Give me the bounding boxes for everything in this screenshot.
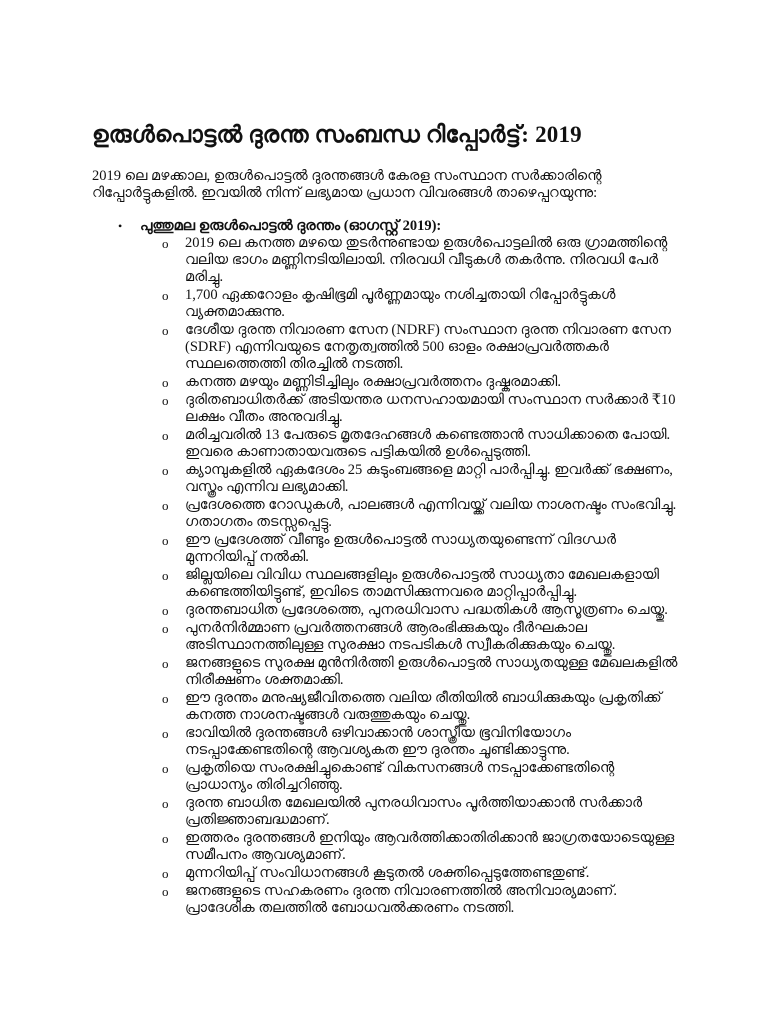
list-item bbox=[162, 235, 682, 286]
sub-bullet-icon: o bbox=[162, 463, 169, 478]
sub-bullet-icon: o bbox=[162, 236, 169, 251]
list-item-text: ഭാവിയിൽ ദുരന്തങ്ങൾ ഒഴിവാക്കാൻ ശാസ്ത്രീയ ഭൂവിനിയോഗം നടപ്പാക്കേണ്ടതിന്റെ ആവശ്യകത ഈ ദുരന്തം ചൂണ്ടിക്കാട്ടുന്നു. bbox=[185, 725, 572, 758]
list-item-text: ജനങ്ങളുടെ സഹകരണം ദുരന്ത നിവാരണത്തിൽ അനിവാര്യമാണ്. പ്രാദേശിക തലത്തിൽ ബോധവൽക്കരണം നടത്തി. bbox=[185, 883, 617, 916]
sub-bullet-icon: o bbox=[162, 691, 169, 706]
list-item bbox=[162, 883, 682, 917]
sub-bullet-icon: o bbox=[162, 621, 169, 636]
list-item-text: മുന്നറിയിപ്പ് സംവിധാനങ്ങൾ കൂടുതൽ ശക്തിപ്പെടുത്തേണ്ടതുണ്ട്. bbox=[185, 865, 590, 881]
list-item bbox=[162, 567, 682, 601]
list-item bbox=[162, 602, 682, 619]
document-title: ഉരുൾപൊട്ടൽ ദുരന്ത സംബന്ധ റിപ്പോർട്ട്: 2019 bbox=[92, 122, 582, 147]
list-item bbox=[162, 427, 682, 461]
list-item-text: ജില്ലയിലെ വിവിധ സ്ഥലങ്ങളിലും ഉരുൾപൊട്ടൽ സാധ്യതാ മേഖലകളായി കണ്ടെത്തിയിട്ടുണ്ട്, ഇവിടെ താമസിക്കുന്നവരെ മാറ്റിപ്പാർപ്പിച്ചു. bbox=[185, 567, 659, 600]
list-item-text: പ്രകൃതിയെ സംരക്ഷിച്ചുകൊണ്ട് വികസനങ്ങൾ നടപ്പാക്കേണ്ടതിന്റെ പ്രാധാന്യം തിരിച്ചറിഞ്ഞു. bbox=[185, 760, 615, 793]
list-item bbox=[162, 532, 682, 566]
list-item bbox=[162, 620, 682, 654]
section-title: പുത്തുമല ഉരുൾപൊട്ടൽ ദുരന്തം (ഓഗസ്റ്റ് 2019): bbox=[140, 218, 442, 234]
list-item bbox=[162, 725, 682, 759]
sub-bullet-icon: o bbox=[162, 866, 169, 881]
list-item-text: 1,700 ഏക്കറോളം കൃഷിഭൂമി പൂർണ്ണമായും നശിച്ചതായി റിപ്പോർട്ടുകൾ വ്യക്തമാക്കുന്നു. bbox=[185, 287, 616, 320]
sub-bullet-icon: o bbox=[162, 796, 169, 811]
sub-bullet-icon: o bbox=[162, 393, 169, 408]
list-item-text: പുനർനിർമ്മാണ പ്രവർത്തനങ്ങൾ ആരംഭിക്കുകയും ദീർഘകാല അടിസ്ഥാനത്തിലുള്ള സുരക്ഷാ നടപടികൾ സ്വീകരിക്കുകയും ചെയ്തു. bbox=[185, 620, 616, 653]
sub-bullet-icon: o bbox=[162, 533, 169, 548]
sub-bullet-icon: o bbox=[162, 288, 169, 303]
list-item-text: ദുരന്ത ബാധിത മേഖലയിൽ പുനരധിവാസം പൂർത്തിയാക്കാൻ സർക്കാർ പ്രതിജ്ഞാബദ്ധമാണ്. bbox=[185, 795, 643, 828]
list-item bbox=[162, 760, 682, 794]
sub-bullet-icon: o bbox=[162, 656, 169, 671]
list-item-text: ജനങ്ങളുടെ സുരക്ഷ മുൻനിർത്തി ഉരുൾപൊട്ടൽ സാധ്യതയുള്ള മേഖലകളിൽ നിരീക്ഷണം ശക്തമാക്കി. bbox=[185, 655, 678, 688]
sub-list bbox=[140, 235, 682, 917]
list-item-text: മരിച്ചവരിൽ 13 പേരുടെ മൃതദേഹങ്ങൾ കണ്ടെത്താൻ സാധിക്കാതെ പോയി. ഇവരെ കാണാതായവരുടെ പട്ടികയിൽ ഉൾപ്പെടുത്തി. bbox=[185, 427, 671, 460]
section-list bbox=[92, 218, 682, 917]
list-item-text: കനത്ത മഴയും മണ്ണിടിച്ചിലും രക്ഷാപ്രവർത്തനം ദുഷ്കരമാക്കി. bbox=[185, 374, 561, 390]
sub-bullet-icon: o bbox=[162, 884, 169, 899]
list-item-text: ക്യാമ്പുകളിൽ ഏകദേശം 25 കുടുംബങ്ങളെ മാറ്റി പാർപ്പിച്ചു. ഇവർക്ക് ഭക്ഷണം, വസ്ത്രം എന്നിവ ലഭ്യമാക്കി. bbox=[185, 462, 673, 495]
list-item-text: ദേശീയ ദുരന്ത നിവാരണ സേന (NDRF) സംസ്ഥാന ദുരന്ത നിവാരണ സേന (SDRF) എന്നിവയുടെ നേതൃത്വത്തിൽ 500 ഓളം രക്ഷാപ്രവർത്തകർ സ്ഥലത്തെത്തി തിരച്ചിൽ നടത്തി. bbox=[185, 322, 671, 372]
list-item bbox=[162, 830, 682, 864]
list-item-text: ഇത്തരം ദുരന്തങ്ങൾ ഇനിയും ആവർത്തിക്കാതിരിക്കാൻ ജാഗ്രതയോടെയുള്ള സമീപനം ആവശ്യമാണ്. bbox=[185, 830, 675, 863]
intro-paragraph: 2019 ലെ മഴക്കാല, ഉരുൾപൊട്ടൽ ദുരന്തങ്ങൾ കേരള സംസ്ഥാന സർക്കാരിന്റെ റിപ്പോർട്ടുകളിൽ. ഇവയിൽ നിന്ന് ലഭ്യമായ പ്രധാന വിവരങ്ങൾ താഴെപ്പറയുന്നു: bbox=[92, 168, 602, 201]
list-item bbox=[162, 374, 682, 391]
list-item bbox=[162, 322, 682, 373]
list-item bbox=[162, 655, 682, 689]
document-page bbox=[92, 120, 682, 918]
sub-bullet-icon: o bbox=[162, 603, 169, 618]
list-item bbox=[162, 795, 682, 829]
list-item-text: 2019 ലെ കനത്ത മഴയെ തുടർന്നുണ്ടായ ഉരുൾപൊട്ടലിൽ ഒരു ഗ്രാമത്തിന്റെ വലിയ ഭാഗം മണ്ണിനടിയിലായി. നിരവധി വീടുകൾ തകർന്നു. നിരവധി പേർ മരിച്ചു. bbox=[185, 235, 668, 285]
list-item-text: ദുരന്തബാധിത പ്രദേശത്തെ, പുനരധിവാസ പദ്ധതികൾ ആസൂത്രണം ചെയ്തു. bbox=[185, 602, 668, 618]
list-item-text: ദുരിതബാധിതർക്ക് അടിയന്തര ധനസഹായമായി സംസ്ഥാന സർക്കാർ ₹10 ലക്ഷം വീതം അനുവദിച്ചു. bbox=[185, 392, 676, 425]
sub-bullet-icon: o bbox=[162, 726, 169, 741]
list-item-text: ഈ ദുരന്തം മനുഷ്യജീവിതത്തെ വലിയ രീതിയിൽ ബാധിക്കുകയും പ്രകൃതിക്ക് കനത്ത നാശനഷ്ടങ്ങൾ വരുത്തുകയും ചെയ്തു. bbox=[185, 690, 662, 723]
bullet-icon: • bbox=[118, 219, 123, 233]
list-item bbox=[162, 462, 682, 496]
list-item bbox=[162, 690, 682, 724]
sub-bullet-icon: o bbox=[162, 831, 169, 846]
sub-bullet-icon: o bbox=[162, 375, 169, 390]
list-item bbox=[162, 865, 682, 882]
list-item-text: ഈ പ്രദേശത്ത് വീണ്ടും ഉരുൾപൊട്ടൽ സാധ്യതയുണ്ടെന്ന് വിദഗ്ധർ മുന്നറിയിപ്പ് നൽകി. bbox=[185, 532, 617, 565]
section-item bbox=[118, 218, 682, 917]
sub-bullet-icon: o bbox=[162, 428, 169, 443]
sub-bullet-icon: o bbox=[162, 761, 169, 776]
list-item bbox=[162, 392, 682, 426]
sub-bullet-icon: o bbox=[162, 568, 169, 583]
list-item bbox=[162, 497, 682, 531]
list-item-text: പ്രദേശത്തെ റോഡുകൾ, പാലങ്ങൾ എന്നിവയ്ക്ക് വലിയ നാശനഷ്ടം സംഭവിച്ചു. ഗതാഗതം തടസ്സപ്പെട്ടു. bbox=[185, 497, 677, 530]
sub-bullet-icon: o bbox=[162, 323, 169, 338]
sub-bullet-icon: o bbox=[162, 498, 169, 513]
list-item bbox=[162, 287, 682, 321]
